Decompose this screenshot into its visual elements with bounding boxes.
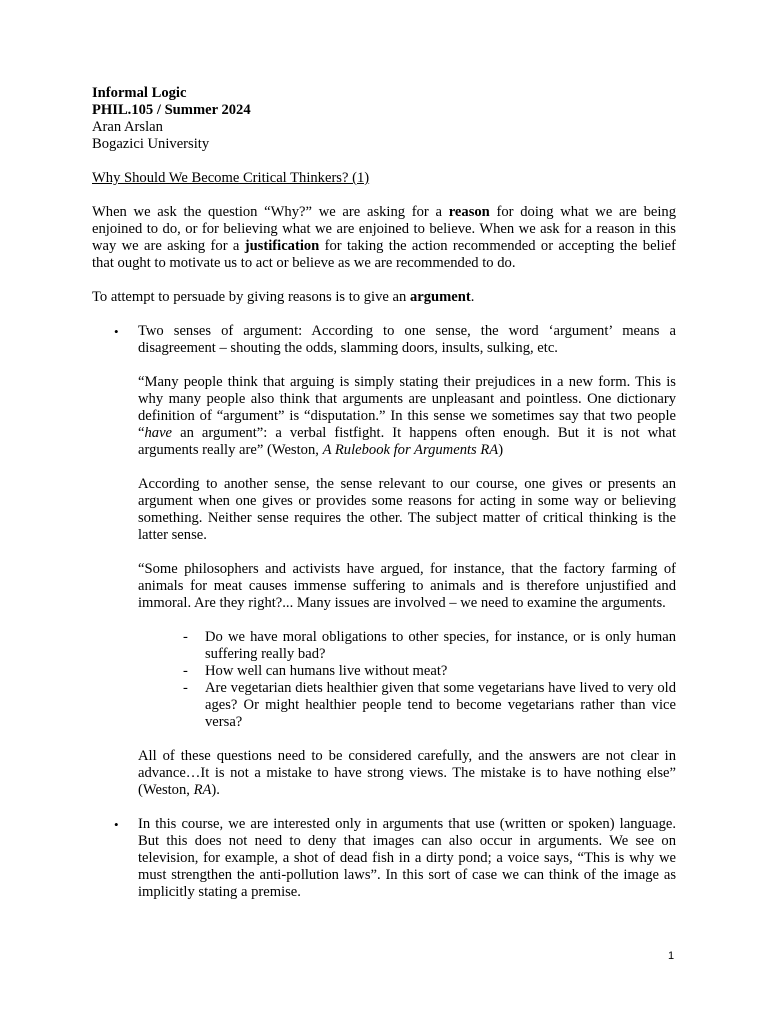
document-page — [92, 85, 676, 918]
bullet-icon: • — [114, 817, 119, 832]
term-reason: reason — [448, 204, 490, 220]
quote-text: All of these questions need to be considered carefully, and the answers are not clear in advance…It is not a mistake to have strong views. The mistake is to have nothing else” (Weston, — [138, 748, 676, 798]
bullet-item-images — [92, 816, 676, 901]
document-header — [92, 85, 676, 153]
weston-quote-1 — [138, 374, 676, 459]
intro-text: When we ask the question “Why?” we are asking for a — [92, 204, 449, 220]
quote-text: an argument”: a verbal fistfight. It happens often enough. But it is not what arguments really are” (Weston, — [138, 425, 676, 458]
course-name: Informal Logic — [92, 85, 187, 101]
intro-text: for taking the action recommended or accepting the belief that ought to motivate us to act or believe as we are recommended to do. — [92, 238, 676, 271]
dash-item-text: Are vegetarian diets healthier given that some vegetarians have lived to very old ages? Or might healthier people tend to become vegetarians rather than vice versa? — [205, 680, 676, 730]
bullet-list — [92, 323, 676, 901]
dash-item — [138, 629, 676, 663]
dash-item — [138, 663, 676, 680]
dash-mark: - — [183, 680, 188, 696]
intro-paragraph-reason — [92, 204, 676, 272]
intro-text: for doing what we are being enjoined to do, or for believing what we are enjoined to believe. When we ask for a reason in this way we are asking for a — [92, 204, 676, 254]
dash-item-text: How well can humans live without meat? — [205, 663, 448, 679]
dash-item — [138, 680, 676, 731]
bullet-item-senses — [92, 323, 676, 799]
university-name: Bogazici University — [92, 136, 210, 152]
dash-item-text: Do we have moral obligations to other species, for instance, or is only human suffering really bad? — [205, 629, 676, 662]
weston-quote-2: “Some philosophers and activists have argued, for instance, that the factory farming of animals for meat causes immense suffering to animals and is therefore unjustified and immoral. Are they right?... Many issues are involved – we need to examine the arguments. — [138, 561, 676, 611]
intro-paragraph-argument — [92, 289, 676, 306]
dash-mark: - — [183, 663, 188, 679]
quote-text: ). — [211, 782, 220, 798]
quote-text: ) — [498, 442, 504, 458]
intro-text: . — [470, 289, 475, 305]
page-number: 1 — [668, 950, 675, 962]
course-code: PHIL.105 / Summer 2024 — [92, 102, 251, 118]
second-sense-paragraph: According to another sense, the sense relevant to our course, one gives or presents an argument when one gives or provides some reasons for acting in some way or believing something. Neither sense requires the other. The subject matter of critical thinking is the latter sense. — [138, 476, 676, 543]
dash-mark: - — [183, 629, 188, 645]
quote-text: “Many people think that arguing is simply stating their prejudices in a new form. This is why many people also think that arguments are unpleasant and pointless. One dictionary definition of “argument” is “disputation.” In this sense we sometimes say that two people “ — [138, 374, 676, 441]
dash-list — [138, 629, 676, 731]
instructor-name: Aran Arslan — [92, 119, 163, 135]
bullet-icon: • — [114, 324, 119, 339]
section-title: Why Should We Become Critical Thinkers? (1) — [92, 170, 370, 186]
quote-emphasis: have — [144, 425, 173, 441]
book-title: A Rulebook for Arguments RA — [322, 442, 499, 458]
closing-quote — [138, 748, 676, 799]
book-abbrev: RA — [193, 782, 212, 798]
term-argument: argument — [409, 289, 471, 305]
intro-text: To attempt to persuade by giving reasons is to give an — [92, 289, 410, 305]
term-justification: justification — [244, 238, 320, 254]
images-paragraph: In this course, we are interested only in arguments that use (written or spoken) language. But this does not need to deny that images can also occur in arguments. We see on television, for example, a shot of dead fish in a dirty pond; a voice says, “This is why we must strengthen the anti-pollution laws”. In this sort of case we can think of the image as implicitly stating a premise. — [138, 816, 676, 900]
senses-paragraph: Two senses of argument: According to one sense, the word ‘argument’ means a disagreement – shouting the odds, slamming doors, insults, sulking, etc. — [138, 323, 676, 356]
